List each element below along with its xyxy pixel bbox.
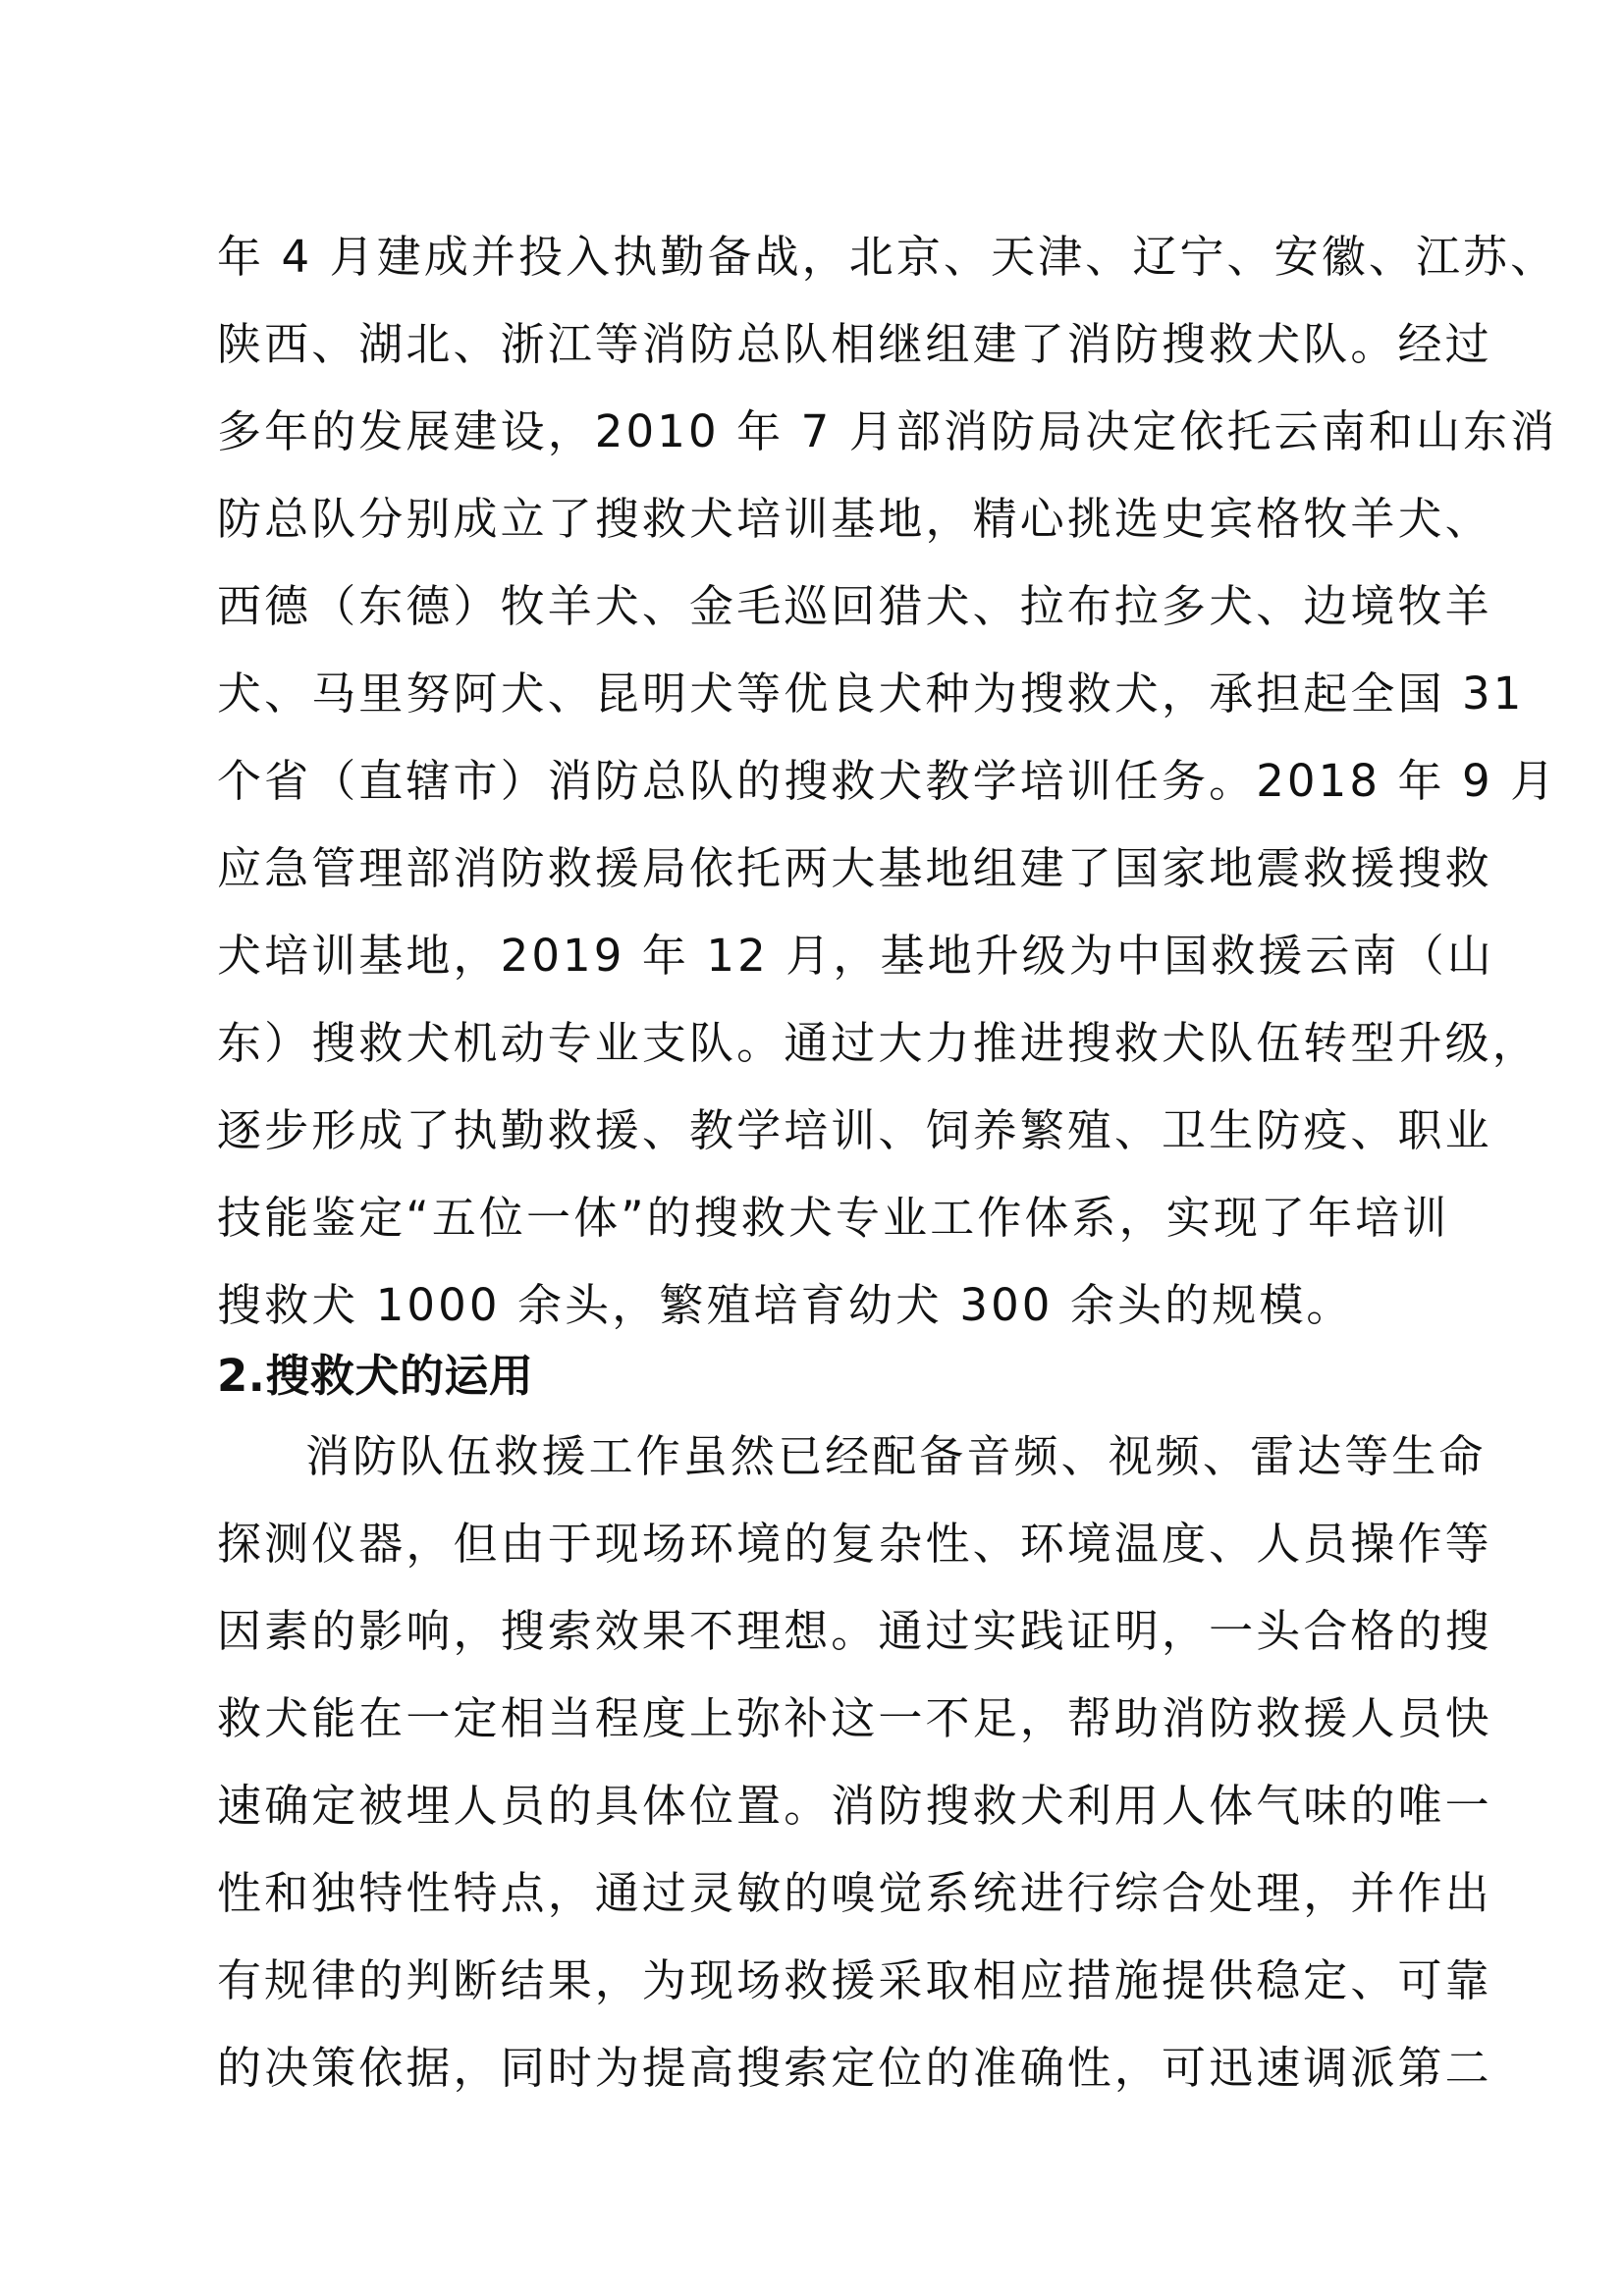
paragraph-line: 防总队分别成立了搜救犬培训基地，精心挑选史宾格牧羊犬、 bbox=[217, 493, 1492, 545]
paragraph-line: 应急管理部消防救援局依托两大基地组建了国家地震救援搜救 bbox=[217, 842, 1492, 894]
paragraph-line: 逐步形成了执勤救援、教学培训、饲养繁殖、卫生防疫、职业 bbox=[217, 1104, 1492, 1156]
paragraph-line: 犬、马里努阿犬、昆明犬等优良犬种为搜救犬，承担起全国 31 bbox=[217, 667, 1525, 720]
paragraph-line: 有规律的判断结果，为现场救援采取相应措施提供稳定、可靠 bbox=[217, 1954, 1492, 2006]
paragraph-line: 西德（东德）牧羊犬、金毛巡回猎犬、拉布拉多犬、边境牧羊 bbox=[217, 580, 1492, 632]
paragraph-line: 的决策依据，同时为提高搜索定位的准确性，可迅速调派第二 bbox=[217, 2042, 1492, 2094]
paragraph-line: 技能鉴定“五位一体”的搜救犬专业工作体系，实现了年培训 bbox=[217, 1192, 1450, 1244]
paragraph-line: 多年的发展建设，2010 年 7 月部消防局决定依托云南和山东消 bbox=[217, 405, 1558, 457]
paragraph-line: 搜救犬 1000 余头，繁殖培育幼犬 300 余头的规模。 bbox=[217, 1279, 1354, 1331]
paragraph-line: 因素的影响，搜索效果不理想。通过实践证明，一头合格的搜 bbox=[217, 1605, 1492, 1657]
paragraph-line: 年 4 月建成并投入执勤备战，北京、天津、辽宁、安徽、江苏、 bbox=[217, 231, 1558, 283]
section-heading: 2.搜救犬的运用 bbox=[217, 1350, 534, 1402]
paragraph-line: 探测仪器，但由于现场环境的复杂性、环境温度、人员操作等 bbox=[217, 1518, 1492, 1570]
paragraph-line: 速确定被埋人员的具体位置。消防搜救犬利用人体气味的唯一 bbox=[217, 1780, 1492, 1832]
paragraph-line: 个省（直辖市）消防总队的搜救犬教学培训任务。2018 年 9 月 bbox=[217, 755, 1558, 807]
paragraph-line: 陕西、湖北、浙江等消防总队相继组建了消防搜救犬队。经过 bbox=[217, 318, 1492, 370]
paragraph-line: 消防队伍救援工作虽然已经配备音频、视频、雷达等生命 bbox=[305, 1430, 1487, 1482]
paragraph-line: 性和独特性特点，通过灵敏的嗅觉系统进行综合处理，并作出 bbox=[217, 1867, 1492, 1919]
paragraph-line: 东）搜救犬机动专业支队。通过大力推进搜救犬队伍转型升级， bbox=[217, 1017, 1540, 1069]
paragraph-line: 犬培训基地，2019 年 12 月，基地升级为中国救援云南（山 bbox=[217, 930, 1494, 982]
paragraph-line: 救犬能在一定相当程度上弥补这一不足，帮助消防救援人员快 bbox=[217, 1692, 1492, 1744]
